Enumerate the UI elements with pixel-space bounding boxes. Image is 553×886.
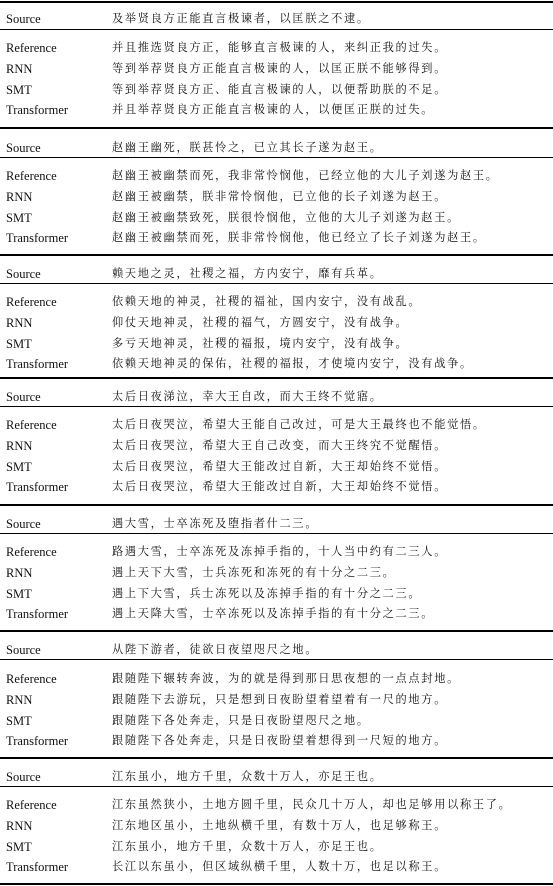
- source-label: Source: [6, 267, 41, 281]
- table-rule: [0, 786, 553, 787]
- source-text: 赵幽王幽死，朕甚怜之，已立其长子遂为赵王。: [112, 141, 383, 154]
- smt-label: SMT: [6, 210, 32, 225]
- smt-text: 遇上下大雪，兵士冻死以及冻掉手指的有十分之二三。: [112, 586, 422, 600]
- table-rule: [0, 533, 553, 534]
- reference-text: 太后日夜哭泣，希望大王能自己改过，可是大王最终也不能觉悟。: [112, 418, 486, 431]
- transformer-label: Transformer: [6, 357, 69, 372]
- smt-text: 太后日夜哭泣，希望大王能改过自新，大王却始终不觉悟。: [112, 459, 448, 473]
- table-rule: [0, 127, 553, 129]
- transformer-text: 赵幽王被幽禁而死，朕非常怜悯他，他已经立了长子刘遂为赵王。: [112, 231, 486, 245]
- table-rule: [0, 504, 553, 506]
- reference-text: 赵幽王被幽禁而死，我非常怜悯他，已经立他的大儿子刘遂为赵王。: [112, 169, 499, 182]
- smt-text: 多亏天地神灵，社稷的福报，境内安宁，没有战争。: [112, 336, 409, 350]
- reference-label: Reference: [6, 798, 57, 812]
- smt-text: 江东虽小，地方千里，众数十万人，亦足王也。: [112, 839, 383, 853]
- transformer-label: Transformer: [6, 231, 69, 246]
- smt-label: SMT: [6, 586, 32, 601]
- source-label: Source: [6, 770, 41, 784]
- table-rule: [0, 659, 553, 660]
- reference-label: Reference: [6, 418, 57, 432]
- source-text: 遇大雪，士卒冻死及堕指者什二三。: [112, 517, 319, 530]
- rnn-text: 遇上天下大雪，士兵冻死和冻死的有十分之二三。: [112, 565, 396, 579]
- source-label: Source: [6, 141, 41, 155]
- smt-label: SMT: [6, 839, 32, 854]
- rnn-text: 太后日夜哭泣，希望大王自己改变，而大王终究不觉醒悟。: [112, 438, 448, 452]
- source-text: 太后日夜涕泣，幸大王自改，而大王终不觉寤。: [112, 390, 383, 403]
- smt-label: SMT: [6, 459, 32, 474]
- smt-label: SMT: [6, 336, 32, 351]
- source-label: Source: [6, 517, 41, 531]
- rnn-label: RNN: [6, 61, 33, 76]
- source-text: 江东虽小，地方千里，众数十万人，亦足王也。: [112, 770, 383, 783]
- rnn-label: RNN: [6, 438, 33, 453]
- table-rule: [0, 29, 553, 30]
- source-label: Source: [6, 390, 41, 404]
- reference-label: Reference: [6, 545, 57, 559]
- reference-label: Reference: [6, 672, 57, 686]
- transformer-text: 跟随陛下各处奔走，只是日夜盼望着想得到一尺短的地方。: [112, 734, 448, 748]
- rnn-label: RNN: [6, 315, 33, 330]
- rnn-text: 赵幽王被幽禁，朕非常怜悯他，已立他的长子刘遂为赵王。: [112, 189, 448, 203]
- source-label: Source: [6, 12, 41, 26]
- rnn-text: 江东地区虽小，土地纵横千里，有数十万人，也足够称王。: [112, 818, 448, 832]
- transformer-label: Transformer: [6, 860, 69, 875]
- smt-text: 跟随陛下各处奔走，只是日夜盼望咫尺之地。: [112, 713, 370, 727]
- rnn-text: 等到举荐贤良方正能直言极谏的人，以匡正朕不能够得到。: [112, 61, 448, 75]
- smt-text: 赵幽王被幽禁致死，朕很怜悯他，立他的大儿子刘遂为赵王。: [112, 210, 460, 224]
- rnn-label: RNN: [6, 818, 33, 833]
- source-text: 从陛下游者，徒欲日夜望咫尺之地。: [112, 643, 319, 656]
- transformer-label: Transformer: [6, 734, 69, 749]
- transformer-text: 并且举荐贤良方正能直言极谏的人，以便匡正朕的过失。: [112, 103, 435, 117]
- table-rule: [0, 1, 553, 3]
- reference-text: 路遇大雪，士卒冻死及冻掉手指的，十人当中约有二三人。: [112, 545, 448, 558]
- source-label: Source: [6, 643, 41, 657]
- reference-text: 江东虽然狭小，土地方圆千里，民众几十万人，却也足够用以称王了。: [112, 798, 512, 811]
- source-text: 及举贤良方正能直言极谏者，以匡朕之不逮。: [112, 12, 370, 25]
- table-rule: [0, 630, 553, 632]
- reference-text: 依赖天地的神灵，社稷的福祉，国内安宁，没有战乱。: [112, 295, 422, 308]
- table-rule: [0, 254, 553, 256]
- reference-text: 并且推选贤良方正，能够直言极谏的人，来纠正我的过失。: [112, 41, 448, 54]
- transformer-text: 遇上天降大雪，士卒冻死以及冻掉手指的有十分之二三。: [112, 607, 435, 621]
- transformer-label: Transformer: [6, 607, 69, 622]
- transformer-text: 长江以东虽小，但区域纵横千里，人数十万，也足以称王。: [112, 860, 448, 874]
- smt-label: SMT: [6, 82, 32, 97]
- table-rule: [0, 157, 553, 158]
- reference-label: Reference: [6, 295, 57, 309]
- reference-text: 跟随陛下辗转奔波，为的就是得到那日思夜想的一点点封地。: [112, 672, 460, 685]
- table-rule: [0, 757, 553, 759]
- reference-label: Reference: [6, 169, 57, 183]
- rnn-label: RNN: [6, 189, 33, 204]
- table-rule: [0, 883, 553, 885]
- transformer-text: 太后日夜哭泣，希望大王能改过自新，大王却始终不觉悟。: [112, 480, 448, 494]
- rnn-text: 仰仗天地神灵，社稷的福气，方圆安宁，没有战争。: [112, 315, 409, 329]
- rnn-label: RNN: [6, 692, 33, 707]
- source-text: 赖天地之灵，社稷之福，方内安宁，靡有兵革。: [112, 267, 383, 280]
- table-rule: [0, 406, 553, 407]
- rnn-text: 跟随陛下去游玩，只是想到日夜盼望着望着有一尺的地方。: [112, 692, 448, 706]
- smt-text: 等到举荐贤良方正、能直言极谏的人，以便帮助朕的不足。: [112, 82, 448, 96]
- table-rule: [0, 377, 553, 379]
- rnn-label: RNN: [6, 565, 33, 580]
- transformer-label: Transformer: [6, 480, 69, 495]
- transformer-text: 依赖天地神灵的保佑，社稷的福报，才使境内安宁，没有战争。: [112, 357, 473, 371]
- reference-label: Reference: [6, 41, 57, 55]
- table-rule: [0, 283, 553, 284]
- transformer-label: Transformer: [6, 103, 69, 118]
- smt-label: SMT: [6, 713, 32, 728]
